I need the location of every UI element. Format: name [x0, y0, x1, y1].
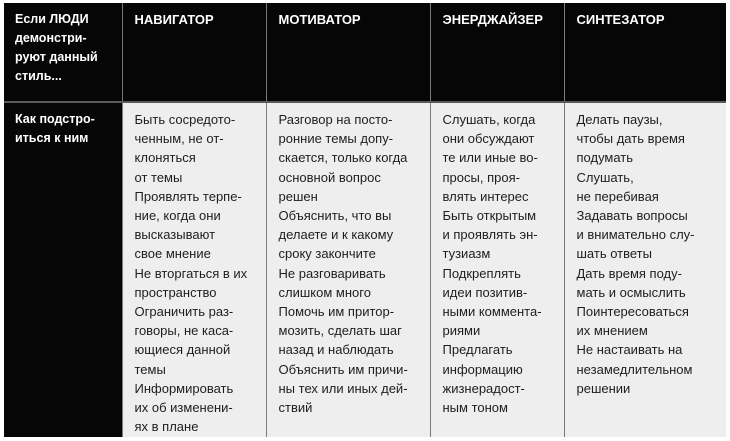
cell-line: влять интерес — [442, 188, 529, 204]
cell-line: слишком много — [278, 284, 371, 300]
cell-energizer — [430, 102, 564, 437]
cell-line: Не настаивать на — [576, 342, 683, 358]
cell-line: сроку закончите — [278, 246, 376, 262]
cell-synthesizer — [564, 102, 726, 437]
cell-motivator — [266, 102, 430, 437]
cell-line: решении — [576, 380, 631, 396]
column-header-navigator: НАВИГАТОР — [122, 3, 266, 102]
cell-line: клоняться — [134, 150, 196, 166]
cell-line: от темы — [134, 169, 183, 185]
cell-line: назад и наблюдать — [278, 342, 394, 358]
cell-line: чтобы дать время — [576, 131, 685, 147]
cell-line: и проявлять эн- — [442, 227, 538, 243]
cell-line: пространство — [134, 284, 217, 300]
cell-line: темы — [134, 361, 166, 377]
cell-line: мать и осмыслить — [576, 284, 686, 300]
header-row — [4, 3, 726, 102]
cell-line: риями — [442, 323, 481, 339]
cell-line: Делать паузы, — [576, 112, 663, 127]
cell-line: решен — [278, 188, 318, 204]
cell-line: ющиеся данной — [134, 342, 231, 358]
table-row — [4, 102, 726, 437]
cell-line: Задавать вопросы — [576, 208, 688, 224]
cell-line: Информировать — [134, 380, 234, 396]
cell-line: их об изменени- — [134, 400, 233, 416]
cell-line: шать ответы — [576, 246, 652, 262]
cell-line: ние, когда они — [134, 208, 221, 224]
cell-line: Дать время поду- — [576, 265, 682, 281]
cell-line: Слушать, — [576, 169, 634, 185]
cell-line: подумать — [576, 150, 634, 166]
cell-line: ствий — [278, 400, 313, 416]
cell-line: Предлагать — [442, 342, 513, 358]
cell-line: свое мнение — [134, 246, 211, 262]
cell-line: Слушать, когда — [442, 112, 536, 127]
cell-navigator — [122, 102, 266, 437]
cell-line: ченным, не от- — [134, 131, 224, 147]
cell-line: просы, проя- — [442, 169, 520, 185]
cell-line: ными коммента- — [442, 304, 542, 320]
cell-line: Быть открытым — [442, 208, 537, 224]
corner-header-line: стиль... — [15, 69, 62, 83]
cell-line: информацию — [442, 361, 523, 377]
cell-line: Объяснить им причи- — [278, 361, 408, 377]
cell-line: скается, только когда — [278, 150, 408, 166]
cell-line: высказывают — [134, 227, 216, 243]
row-label-line: иться к ним — [15, 131, 89, 145]
cell-line: Быть сосредото- — [134, 112, 236, 127]
cell-line: Помочь им притор- — [278, 304, 395, 320]
cell-line: Не вторгаться в их — [134, 265, 248, 281]
corner-header-cell — [4, 3, 122, 102]
cell-line: тузиазм — [442, 246, 491, 262]
cell-line: и внимательно слу- — [576, 227, 695, 243]
column-header-synthesizer: СИНТЕЗАТОР — [564, 3, 726, 102]
cell-line: ронние темы допу- — [278, 131, 394, 147]
cell-line: Не разговаривать — [278, 265, 386, 281]
cell-line: не перебивая — [576, 188, 659, 204]
cell-line: мозить, сделать шаг — [278, 323, 402, 339]
cell-line: Ограничить раз- — [134, 304, 234, 320]
cell-line: Объяснить, что вы — [278, 208, 392, 224]
cell-line: жизнерадост- — [442, 380, 525, 396]
cell-line: они обсуждают — [442, 131, 535, 147]
style-adaptation-table — [4, 3, 726, 437]
cell-line: ях в плане — [134, 419, 199, 435]
row-label-line: Как подстро- — [15, 112, 95, 126]
cell-line: ным тоном — [442, 400, 508, 416]
cell-line: Проявлять терпе- — [134, 188, 242, 204]
column-header-motivator: МОТИВАТОР — [266, 3, 430, 102]
cell-line: их мнением — [576, 323, 648, 339]
corner-header-line: Если ЛЮДИ — [15, 12, 89, 26]
cell-line: идеи позитив- — [442, 284, 528, 300]
cell-line: основной вопрос — [278, 169, 381, 185]
cell-line: Подкреплять — [442, 265, 521, 281]
cell-line: Разговор на посто- — [278, 112, 393, 127]
cell-line: незамедлительном — [576, 361, 693, 377]
cell-line: ны тех или иных дей- — [278, 380, 408, 396]
cell-line: Поинтересоваться — [576, 304, 689, 320]
column-header-energizer: ЭНЕРДЖАЙЗЕР — [430, 3, 564, 102]
corner-header-line: демонстри- — [15, 31, 87, 45]
row-label-cell — [4, 102, 122, 437]
cell-line: говоры, не касa- — [134, 323, 234, 339]
cell-line: делаете и к какому — [278, 227, 394, 243]
corner-header-line: руют данный — [15, 50, 98, 64]
cell-line: те или иные во- — [442, 150, 538, 166]
